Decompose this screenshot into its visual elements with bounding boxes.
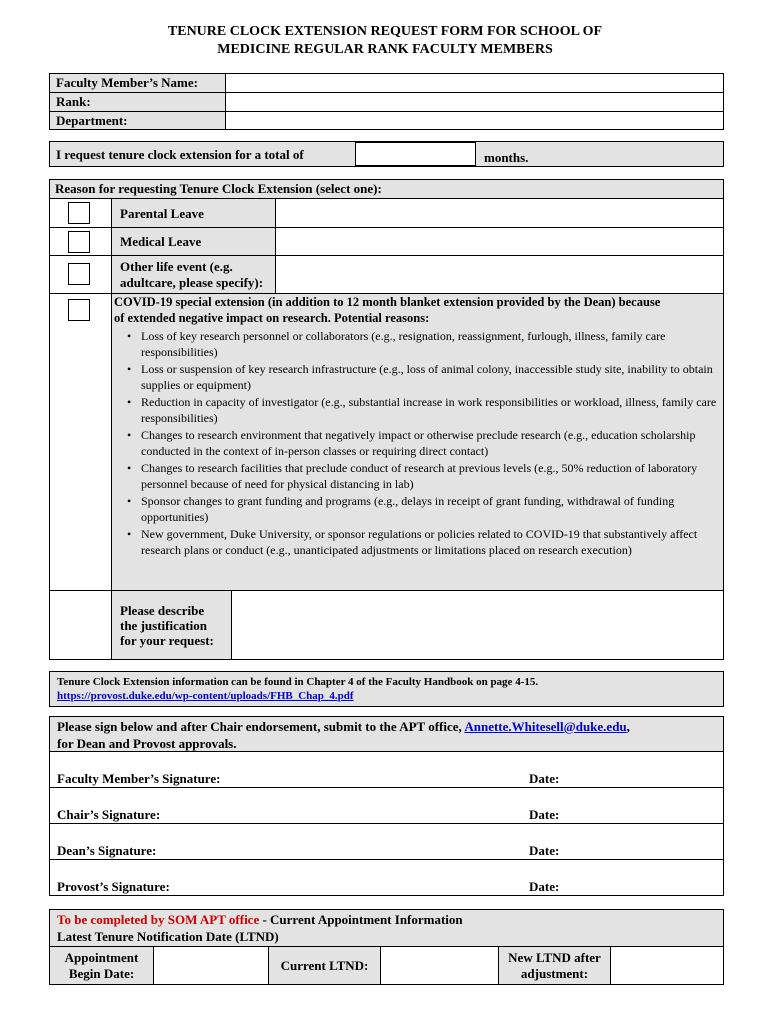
apt-office-heading: To be completed by SOM APT office - Current Appointment Information — [57, 912, 463, 927]
other-life-event-label-line2: adultcare, please specify): — [120, 275, 264, 290]
faculty-name-field[interactable] — [225, 73, 724, 93]
covid-reason-item: • Sponsor changes to grant funding and programs (e.g., delays in receipt of grant funding, withdrawal of funding opportunities) — [141, 493, 724, 525]
months-input[interactable] — [355, 142, 476, 166]
handbook-link[interactable]: https://provost.duke.edu/wp-content/uploads/FHB_Chap_4.pdf — [57, 690, 354, 702]
new-ltnd-label-line2: adjustment: — [520, 966, 589, 981]
faculty-name-label: Faculty Member’s Name: — [56, 75, 198, 90]
appointment-begin-label-line2: Begin Date: — [68, 966, 135, 981]
dean-date-label: Date: — [529, 843, 560, 858]
covid-reasons-list — [112, 328, 724, 559]
other-life-event-checkbox[interactable] — [68, 263, 90, 285]
appointment-begin-field[interactable] — [153, 946, 269, 985]
signature-instructions-line1: Please sign below and after Chair endorsement, submit to the APT office, Annette.Whitesell@duke.edu, — [57, 719, 630, 734]
rank-field[interactable] — [225, 92, 724, 112]
parental-leave-field[interactable] — [275, 198, 724, 228]
apt-email-link[interactable]: Annette.Whitesell@duke.edu — [464, 719, 627, 734]
justification-label-line3: for your request: — [120, 633, 214, 648]
dean-signature-label: Dean’s Signature: — [57, 843, 157, 858]
provost-date-label: Date: — [529, 879, 560, 894]
justification-field[interactable] — [231, 590, 724, 660]
current-ltnd-label: Current LTND: — [280, 958, 369, 973]
divider — [49, 111, 226, 112]
form-title-line1: TENURE CLOCK EXTENSION REQUEST FORM FOR SCHOOL OF — [167, 24, 603, 39]
provost-signature-label: Provost’s Signature: — [57, 879, 170, 894]
justification-label-line2: the justification — [120, 618, 208, 633]
form-title-line2: MEDICINE REGULAR RANK FACULTY MEMBERS — [217, 42, 553, 57]
reason-header: Reason for requesting Tenure Clock Extension (select one): — [55, 181, 382, 196]
signature-instructions-line2: for Dean and Provost approvals. — [57, 736, 237, 751]
parental-leave-checkbox[interactable] — [68, 202, 90, 224]
department-label: Department: — [56, 113, 128, 128]
medical-leave-checkbox[interactable] — [68, 231, 90, 253]
ltnd-label: Latest Tenure Notification Date (LTND) — [57, 929, 279, 944]
chair-date-label: Date: — [529, 807, 560, 822]
checkbox-cell — [49, 293, 112, 591]
checkbox-cell — [49, 590, 112, 660]
department-field[interactable] — [225, 111, 724, 130]
appointment-begin-label-line1: Appointment — [64, 950, 139, 965]
handbook-info-text: Tenure Clock Extension information can be found in Chapter 4 of the Faculty Handbook on page 4-15. — [57, 676, 539, 688]
request-prefix: I request tenure clock extension for a total of — [56, 147, 304, 162]
covid-reason-item: • Reduction in capacity of investigator (e.g., substantial increase in work responsibilities or workload, illness, family care responsibilities) — [141, 394, 724, 426]
covid-extension-label-line2: of extended negative impact on research. Potential reasons: — [114, 311, 430, 325]
rank-label: Rank: — [56, 94, 91, 109]
covid-reason-item: • Loss or suspension of key research infrastructure (e.g., loss of animal colony, inaccessible study site, inability to obtain supplies or equipment) — [141, 361, 724, 393]
covid-reason-item: • Loss of key research personnel or collaborators (e.g., resignation, reassignment, furlough, illness, family care responsibilities) — [141, 328, 724, 360]
new-ltnd-label-line1: New LTND after — [508, 950, 601, 965]
chair-signature-label: Chair’s Signature: — [57, 807, 161, 822]
justification-label-line1: Please describe — [120, 603, 205, 618]
apt-office-red-text: To be completed by SOM APT office — [57, 912, 260, 927]
covid-reason-item: • Changes to research facilities that preclude conduct of research at previous levels (e.g., 50% reduction of laboratory personnel because of need for physical distancing in lab) — [141, 460, 724, 492]
medical-leave-field[interactable] — [275, 227, 724, 256]
faculty-signature-label: Faculty Member’s Signature: — [57, 771, 221, 786]
covid-reason-item: • Changes to research environment that negatively impact or otherwise preclude research (e.g., education scholarship conducted in the context of in-person classes or requiring direct contact) — [141, 427, 724, 459]
parental-leave-label: Parental Leave — [120, 206, 204, 221]
covid-reason-item: • New government, Duke University, or sponsor regulations or policies related to COVID-19 that substantively affect research plans or conduct (e.g., unanticipated adjustments or limitations placed on research execution) — [141, 526, 724, 558]
other-life-event-field[interactable] — [275, 255, 724, 294]
faculty-date-label: Date: — [529, 771, 560, 786]
new-ltnd-field[interactable] — [610, 946, 724, 985]
other-life-event-label-line1: Other life event (e.g. — [120, 259, 233, 274]
covid-extension-checkbox[interactable] — [68, 299, 90, 321]
months-label: months. — [484, 150, 529, 165]
divider — [49, 92, 226, 93]
medical-leave-label: Medical Leave — [120, 234, 202, 249]
current-ltnd-field[interactable] — [380, 946, 499, 985]
covid-extension-label-line1: COVID-19 special extension (in addition to 12 month blanket extension provided by the Dean) because — [114, 295, 661, 309]
